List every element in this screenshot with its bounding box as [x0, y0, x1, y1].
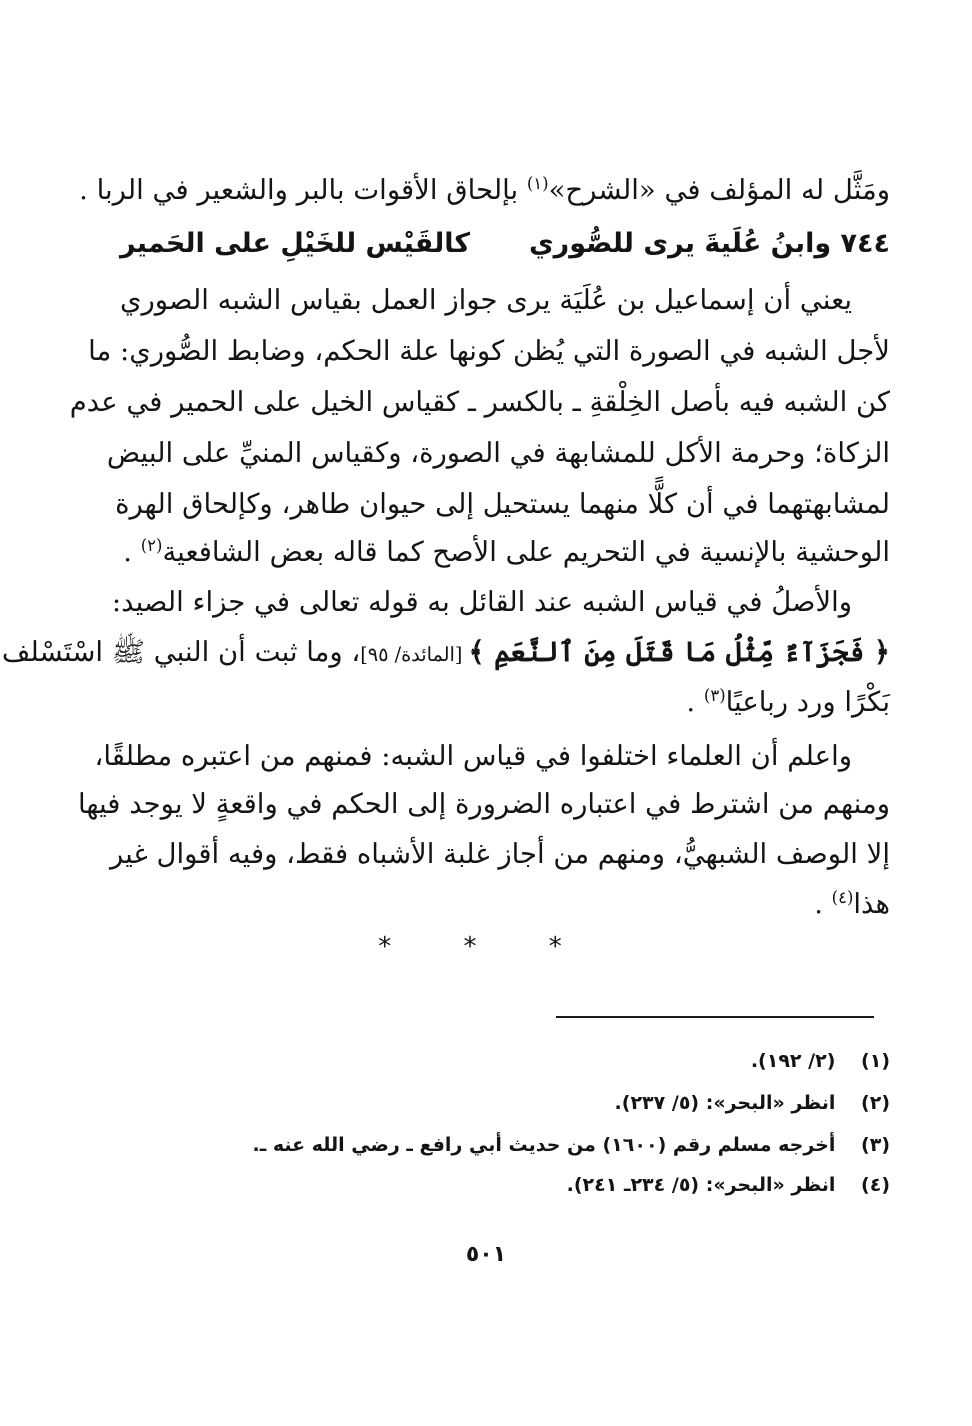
body-line-14: هذا$^{(٤)}$ . [814, 887, 890, 920]
body-line-1: ومَثَّل له المؤلف في «الشرح»$^{(١)}$ بإلحاق الأقوات بالبر والشعير في الربا . [79, 173, 890, 206]
page-number: ٥٠١ [465, 1242, 507, 1267]
body-line-4: كن الشبه فيه بأصل الخِلْقةِ ـ بالكسر ـ كقياس الخيل على الحمير في عدم [69, 386, 890, 418]
body-line-10: بَكْرًا ورد رباعيًا$^{(٣)}$ . [686, 685, 890, 718]
footnote-divider [556, 1016, 874, 1018]
footnote-2: (٢) انظر «البحر»: (٥/ ٢٣٧). [614, 1092, 890, 1114]
footnote-1: (١) (٢/ ١٩٢). [750, 1050, 890, 1072]
body-line-6: لمشابهتهما في أن كلًّا منهما يستحيل إلى حيوان طاهر، وكإلحاق الهرة [115, 488, 890, 520]
body-line-8: والأصلُ في قياس الشبه عند القائل به قوله تعالى في جزاء الصيد: [111, 586, 852, 618]
body-line-13: إلا الوصف الشبهيُّ، ومنهم من أجاز غلبة الأشباه فقط، وفيه أقوال غير [109, 838, 890, 870]
body-line-12: ومنهم من اشترط في اعتباره الضرورة إلى الحكم في واقعةٍ لا يوجد فيها [77, 788, 890, 820]
footnote-ref-1[interactable]: (١) [526, 173, 549, 193]
footnote-3: (٣) أخرجه مسلم رقم (١٦٠٠) من حديث أبي رافع ـ رضي الله عنه ـ. [252, 1134, 890, 1156]
body-line-9: ﴿ فَجَزَآءٌ مِّثْلُ مَا قَتَلَ مِنَ ٱلنَّعَمِ ﴾ [المائدة/ ٩٥]، وما ثبت أن النبي ﷺ اسْتَسْلف [1, 636, 890, 668]
verse-first-hemistich: ٧٤٤ وابنُ عُلَيةَ يرى للصُّوري [528, 228, 890, 259]
body-line-5: الزكاة؛ وحرمة الأكل للمشابهة في الصورة، وكقياس المنيِّ على البيض [106, 437, 890, 469]
quran-reference: [المائدة/ ٩٥] [360, 643, 469, 666]
footnote-ref-4[interactable]: (٤) [831, 887, 854, 907]
body-line-11: واعلم أن العلماء اختلفوا في قياس الشبه: فمنهم من اعتبره مطلقًا، [94, 740, 852, 772]
footnote-ref-2[interactable]: (٢) [140, 535, 163, 555]
body-line-2: يعني أن إسماعيل بن عُلَيَة يرى جواز العمل بقياس الشبه الصوري [120, 284, 852, 316]
footnote-ref-3[interactable]: (٣) [703, 685, 726, 705]
section-separator: * * * [378, 932, 594, 962]
quran-verse: ﴿ فَجَزَآءٌ مِّثْلُ مَا قَتَلَ مِنَ ٱلنَّعَمِ ﴾ [468, 636, 890, 668]
body-line-7: الوحشية بالإنسية في التحريم على الأصح كما قاله بعض الشافعية$^{(٢)}$ . [123, 535, 890, 568]
footnote-4: (٤) انظر «البحر»: (٥/ ٢٣٤ـ ٢٤١). [566, 1174, 890, 1196]
verse-second-hemistich: كالقَيْس للخَيْلِ على الحَمير [120, 228, 471, 259]
body-line-3: لأجل الشبه في الصورة التي يُظن كونها علة الحكم، وضابط الصُّوري: ما [88, 335, 890, 367]
